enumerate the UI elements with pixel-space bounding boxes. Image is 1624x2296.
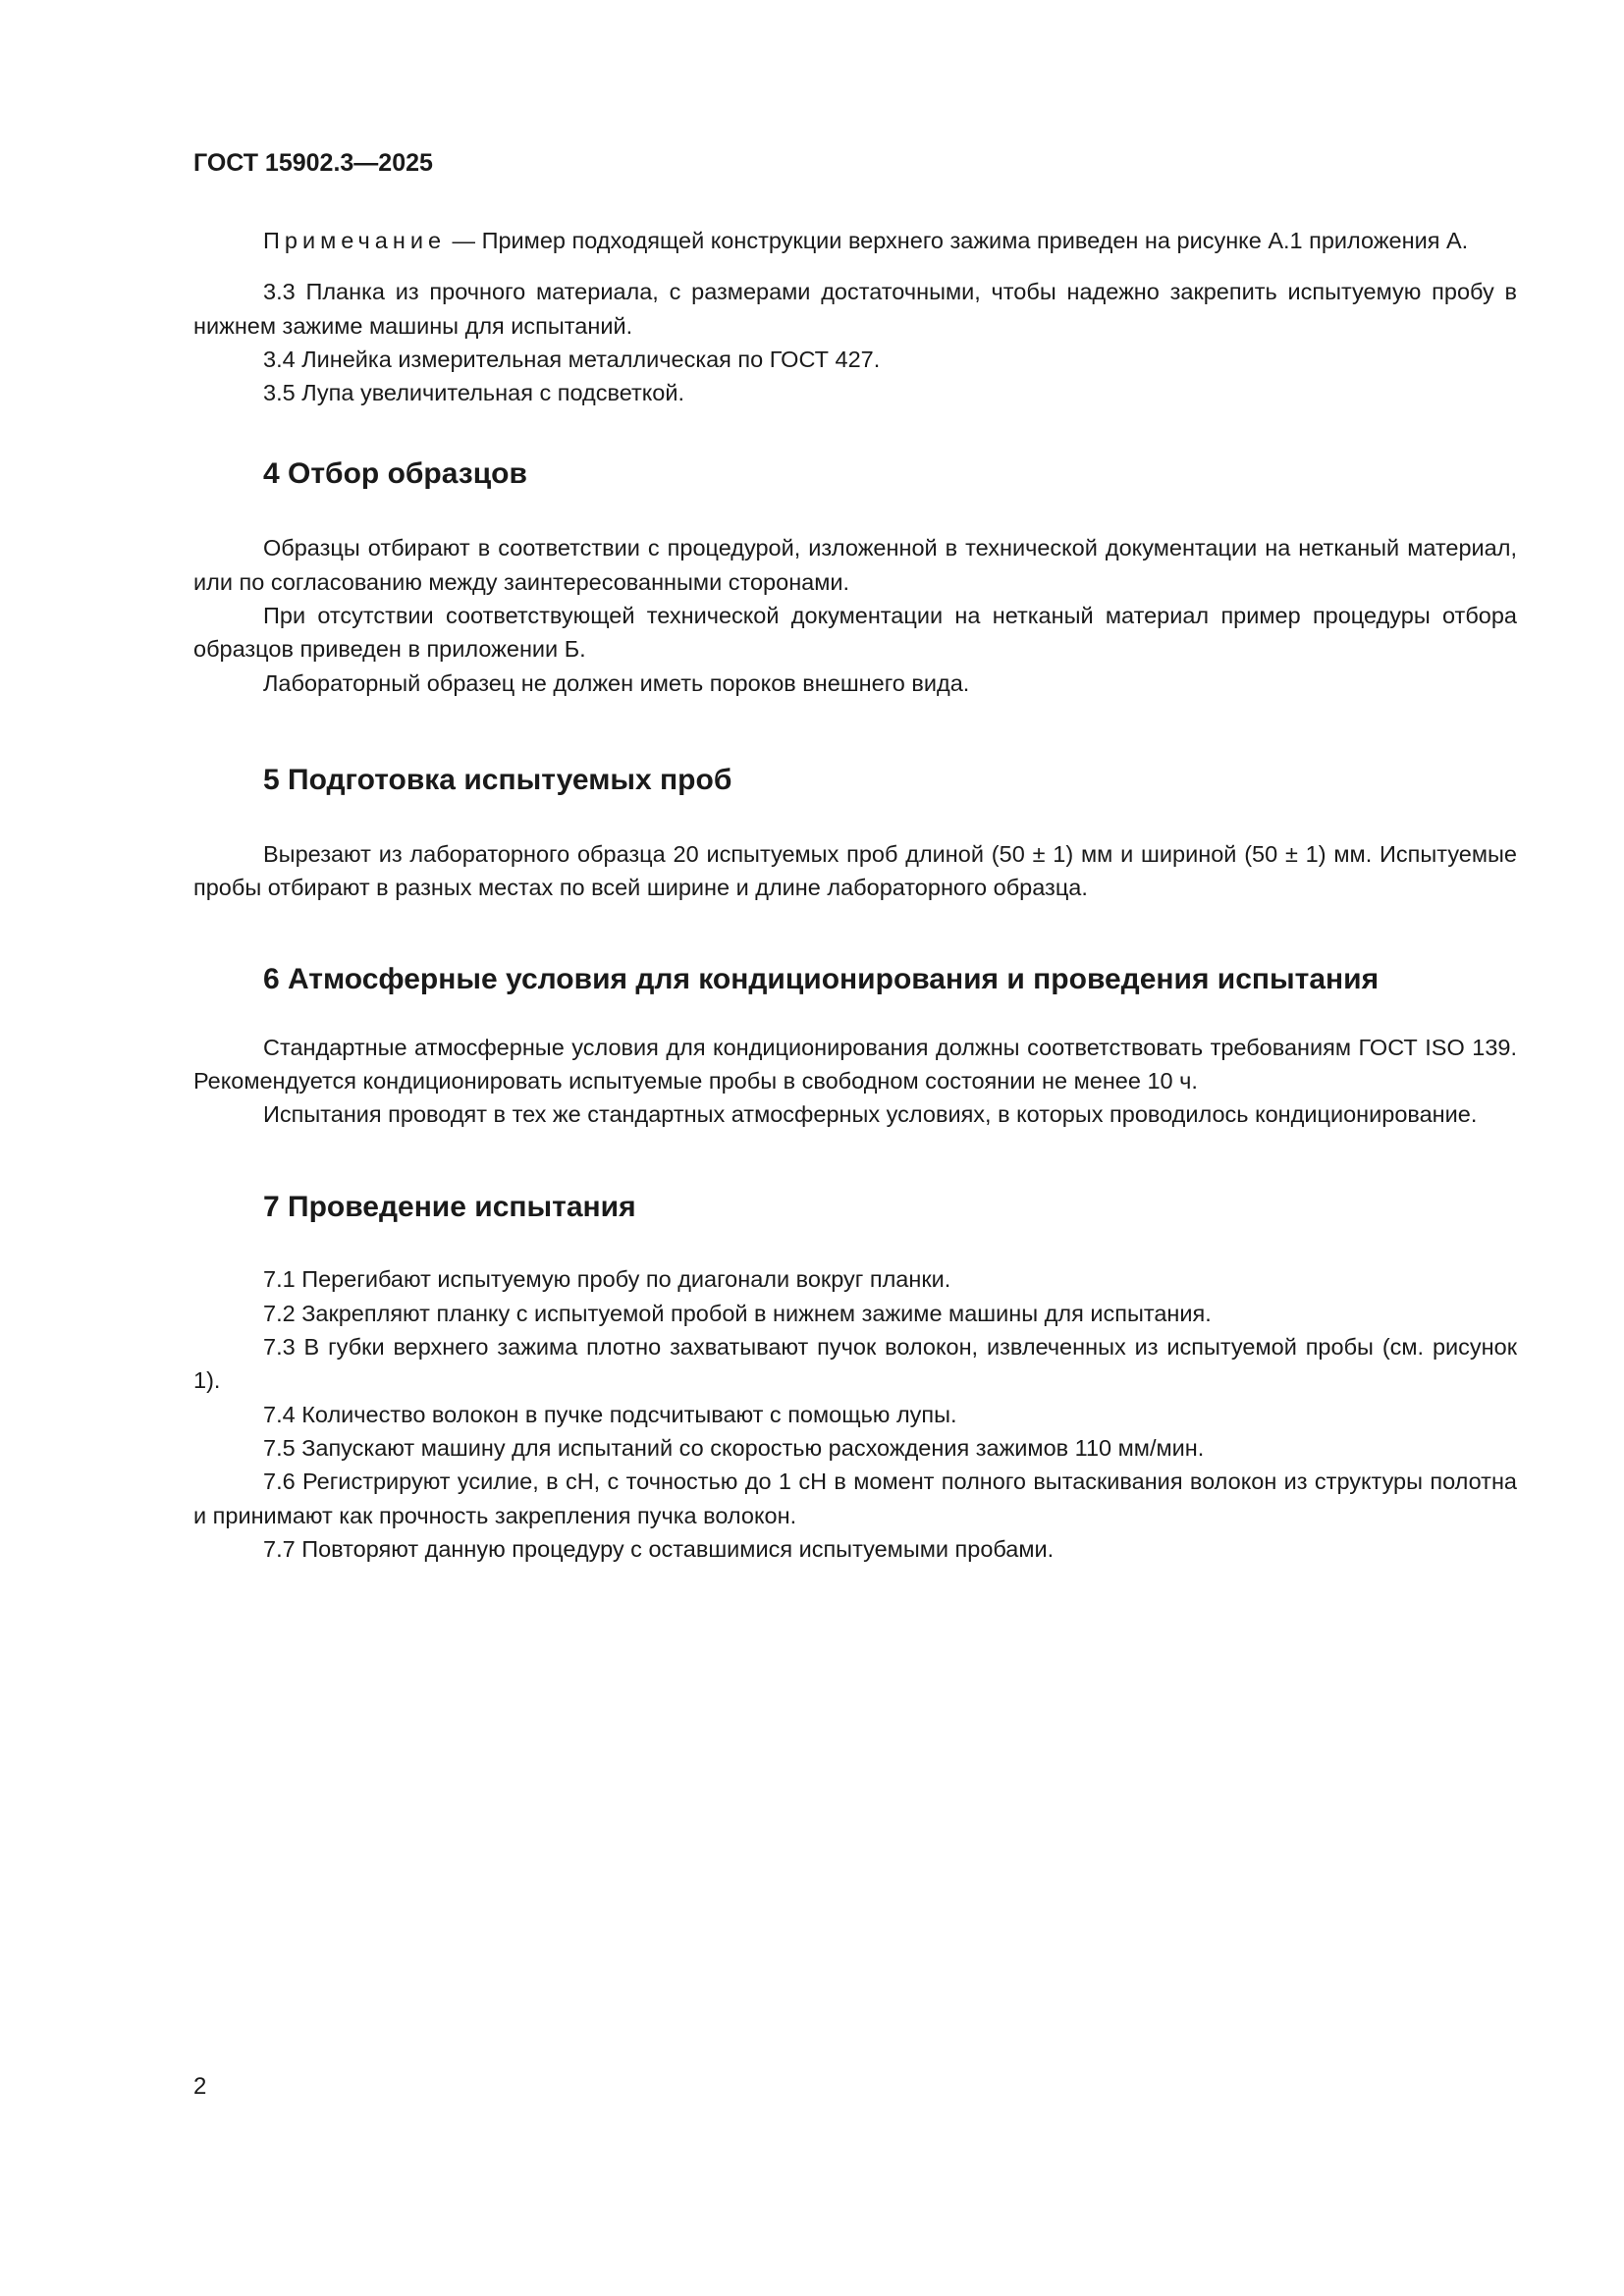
clause-7-4: 7.4 Количество волокон в пучке подсчитывают с помощью лупы. <box>263 1401 957 1427</box>
section-6-paragraph: Испытания проводят в тех же стандартных атмосферных условиях, в которых проводилось кондиционирование. <box>263 1101 1478 1128</box>
section-5-heading: 5 Подготовка испытуемых проб <box>263 763 732 796</box>
page-number: 2 <box>193 2073 207 2100</box>
clause-7-5: 7.5 Запускают машину для испытаний со скоростью расхождения зажимов 110 мм/мин. <box>263 1434 1205 1461</box>
section-4-heading: 4 Отбор образцов <box>263 457 527 491</box>
note-text: — Пример подходящей конструкции верхнего зажима приведен на рисунке А.1 приложения А. <box>446 228 1469 253</box>
clause-7-3: 7.3 В губки верхнего зажима плотно захватывают пучок волокон, извлеченных из испытуемой пробы (см. рисунок 1). <box>193 1334 1517 1394</box>
section-7-heading: 7 Проведение испытания <box>263 1191 636 1224</box>
section-6-paragraph: Стандартные атмосферные условия для кондиционирования должны соответствовать требованиям ГОСТ ISO 139. Рекомендуется кондиционировать испытуемые пробы в свободном состоянии не менее 10 ч. <box>193 1034 1517 1094</box>
document-body <box>193 224 1517 1566</box>
section-4-paragraph: Образцы отбирают в соответствии с процедурой, изложенной в технической документации на нетканый материал, или по согласованию между заинтересованными сторонами. <box>193 535 1517 595</box>
note-paragraph <box>193 224 1517 257</box>
section-4-paragraph: При отсутствии соответствующей технической документации на нетканый материал пример процедуры отбора образцов приведен в приложении Б. <box>193 603 1517 663</box>
section-4-paragraph: Лабораторный образец не должен иметь пороков внешнего вида. <box>263 669 970 696</box>
clause-3-3: 3.3 Планка из прочного материала, с размерами достаточными, чтобы надежно закрепить испытуемую пробу в нижнем зажиме машины для испытаний. <box>193 279 1517 339</box>
clause-3-5: 3.5 Лупа увеличительная с подсветкой. <box>263 380 685 406</box>
clause-3-4: 3.4 Линейка измерительная металлическая по ГОСТ 427. <box>263 346 881 372</box>
note-label: Примечание <box>263 228 447 253</box>
document-header: ГОСТ 15902.3—2025 <box>193 149 433 177</box>
section-5-paragraph: Вырезают из лабораторного образца 20 испытуемых проб длиной (50 ± 1) мм и шириной (50 ± 1) мм. Испытуемые пробы отбирают в разных местах по всей ширине и длине лабораторного образца. <box>193 840 1517 901</box>
clause-7-7: 7.7 Повторяют данную процедуру с оставшимися испытуемыми пробами. <box>263 1535 1055 1562</box>
section-6-heading: 6 Атмосферные условия для кондиционирования и проведения испытания <box>263 962 1380 995</box>
clause-7-1: 7.1 Перегибают испытуемую пробу по диагонали вокруг планки. <box>263 1266 951 1293</box>
clause-7-6: 7.6 Регистрируют усилие, в сН, с точностью до 1 сН в момент полного вытаскивания волокон из структуры полотна и принимают как прочность закрепления пучка волокон. <box>193 1468 1517 1528</box>
clause-7-2: 7.2 Закрепляют планку с испытуемой пробой в нижнем зажиме машины для испытания. <box>263 1300 1212 1326</box>
